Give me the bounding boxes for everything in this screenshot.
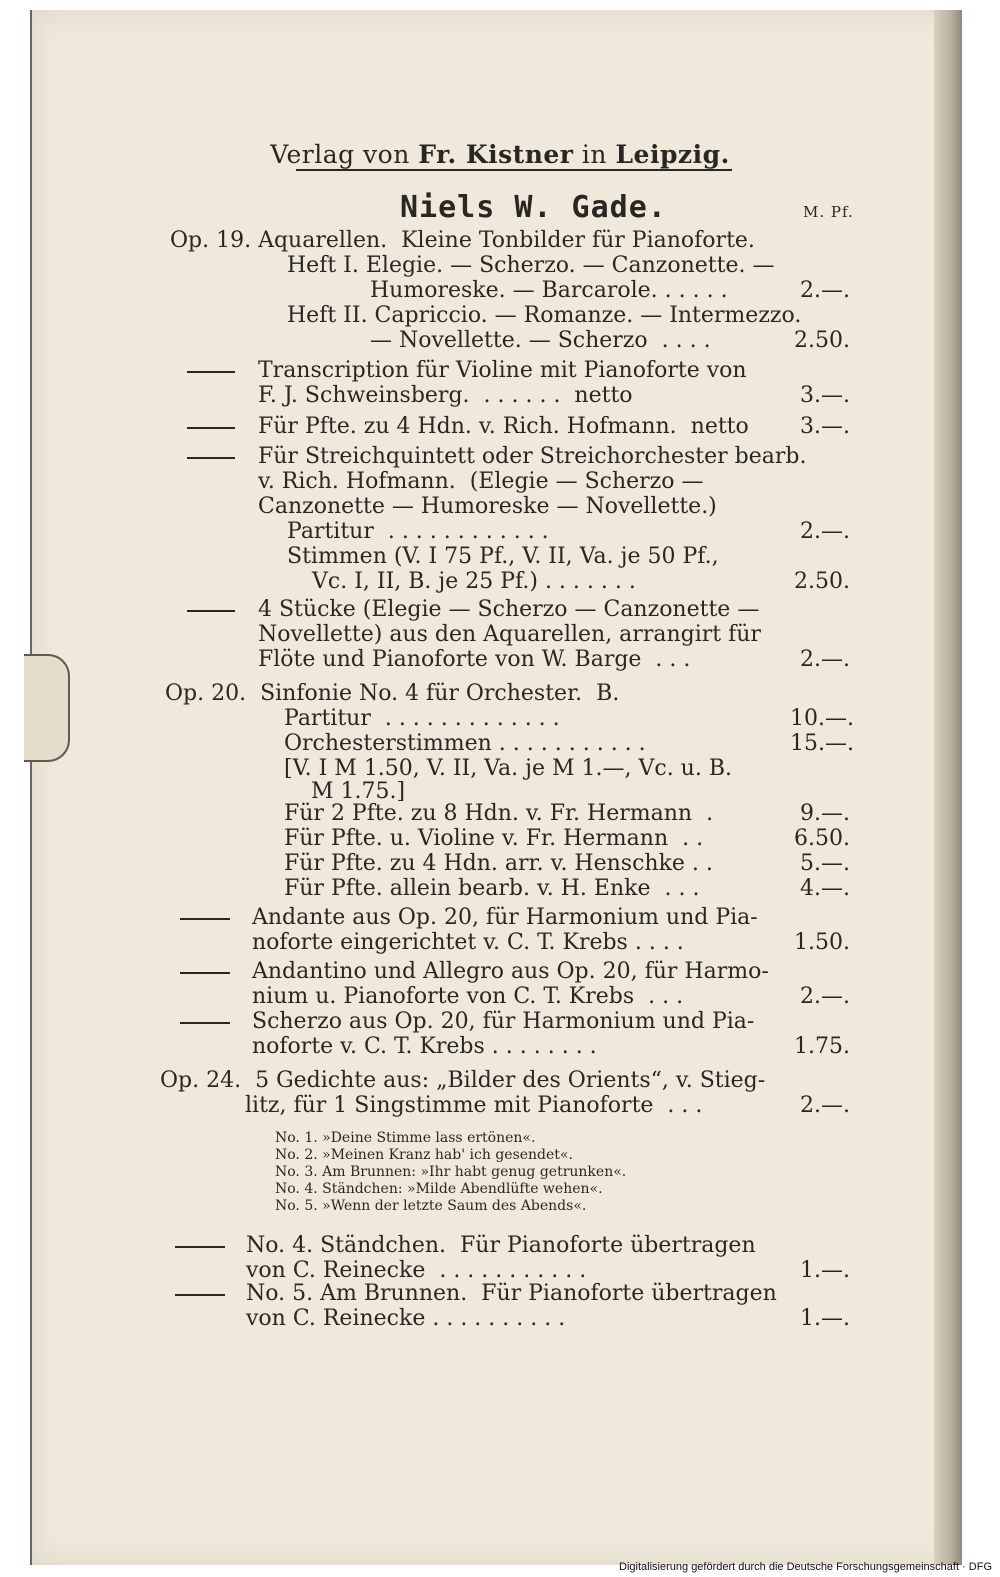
entry-line: Andante aus Op. 20, für Harmonium und Pia- [252, 905, 758, 930]
entry-line: — Novellette. — Scherzo . . . . [370, 328, 711, 353]
price: 2.50. [794, 569, 850, 594]
entry-line: Op. 24. 5 Gedichte aus: „Bilder des Orients“, v. Stieg- [160, 1068, 766, 1093]
entry-line: Scherzo aus Op. 20, für Harmonium und Pia- [252, 1009, 755, 1034]
entry-line: nium u. Pianoforte von C. T. Krebs . . . [252, 984, 684, 1009]
entry-line: Transcription für Violine mit Pianoforte von [258, 358, 747, 383]
price: 3.—. [800, 414, 850, 439]
price: 2.—. [800, 519, 850, 544]
entry-line: Heft II. Capriccio. — Romanze. — Intermezzo. [287, 303, 802, 328]
repeat-dash [187, 610, 235, 612]
entry-line: Für 2 Pfte. zu 8 Hdn. v. Fr. Hermann . [284, 801, 714, 826]
currency-header: M. Pf. [803, 203, 854, 221]
price: 2.—. [800, 1093, 850, 1118]
price: 2.50. [794, 328, 850, 353]
entry-line: Für Pfte. zu 4 Hdn. v. Rich. Hofmann. netto [258, 414, 749, 439]
entry-line: Vc. I, II, B. je 25 Pf.) . . . . . . . [312, 569, 636, 594]
page-edge [934, 10, 962, 1565]
entry-line: [V. I M 1.50, V. II, Va. je M 1.—, Vc. u. B. [284, 756, 732, 781]
song-list-item: No. 3. Am Brunnen: »Ihr habt genug getrunken«. [275, 1164, 627, 1180]
price: 2.—. [800, 984, 850, 1009]
entry-line: litz, für 1 Singstimme mit Pianoforte . . . [245, 1093, 703, 1118]
entry-line: Stimmen (V. I 75 Pf., V. II, Va. je 50 Pf., [287, 544, 719, 569]
entry-line: Partitur . . . . . . . . . . . . [287, 519, 549, 544]
entry-line: F. J. Schweinsberg. . . . . . . netto [258, 383, 633, 408]
price: 9.—. [800, 801, 850, 826]
price: 4.—. [800, 876, 850, 901]
price: 10.—. [790, 706, 854, 731]
song-list-item: No. 5. »Wenn der letzte Saum des Abends«. [275, 1198, 587, 1214]
price: 3.—. [800, 383, 850, 408]
repeat-dash [187, 457, 235, 459]
entry-line: von C. Reinecke . . . . . . . . . . [246, 1306, 566, 1331]
entry-line: No. 4. Ständchen. Für Pianoforte übertragen [246, 1233, 756, 1258]
entry-line: noforte v. C. T. Krebs . . . . . . . . [252, 1034, 597, 1059]
entry-line: Für Pfte. u. Violine v. Fr. Hermann . . [284, 826, 704, 851]
song-list-item: No. 1. »Deine Stimme lass ertönen«. [275, 1130, 536, 1146]
entry-line: Partitur . . . . . . . . . . . . . [284, 706, 560, 731]
entry-line: M 1.75.] [311, 779, 406, 804]
entry-line: v. Rich. Hofmann. (Elegie — Scherzo — [258, 469, 704, 494]
price: 1.—. [800, 1306, 850, 1331]
price: 2.—. [800, 278, 850, 303]
entry-line: Humoreske. — Barcarole. . . . . . [370, 278, 728, 303]
entry-line: Orchesterstimmen . . . . . . . . . . . [284, 731, 646, 756]
price: 6.50. [794, 826, 850, 851]
entry-line: Op. 20. Sinfonie No. 4 für Orchester. B. [165, 681, 620, 706]
repeat-dash [175, 1246, 225, 1248]
repeat-dash [175, 1294, 225, 1296]
entry-line: Heft I. Elegie. — Scherzo. — Canzonette. — [287, 253, 775, 278]
publisher-header: Verlag von Fr. Kistner in Leipzig. [270, 140, 730, 169]
song-list-item: No. 4. Ständchen: »Milde Abendlüfte wehen«. [275, 1181, 603, 1197]
price: 15.—. [790, 731, 854, 756]
entry-line: No. 5. Am Brunnen. Für Pianoforte übertragen [246, 1281, 777, 1306]
price: 1.50. [794, 930, 850, 955]
entry-line: Für Streichquintett oder Streichorchester bearb. [258, 444, 807, 469]
entry-line: Op. 19. Aquarellen. Kleine Tonbilder für Pianoforte. [170, 228, 755, 253]
entry-line: Für Pfte. zu 4 Hdn. arr. v. Henschke . . [284, 851, 713, 876]
entry-line: Für Pfte. allein bearb. v. H. Enke . . . [284, 876, 700, 901]
repeat-dash [187, 427, 235, 429]
entry-line: Novellette) aus den Aquarellen, arrangirt für [258, 622, 761, 647]
repeat-dash [180, 972, 230, 974]
song-list-item: No. 2. »Meinen Kranz hab' ich gesendet«. [275, 1147, 573, 1163]
price: 5.—. [800, 851, 850, 876]
price: 2.—. [800, 647, 850, 672]
repeat-dash [180, 918, 230, 920]
repeat-dash [187, 371, 235, 373]
entry-line: noforte eingerichtet v. C. T. Krebs . . . . [252, 930, 684, 955]
composer-title: Niels W. Gade. [400, 190, 667, 225]
entry-line: Canzonette — Humoreske — Novellette.) [258, 494, 717, 519]
entry-line: 4 Stücke (Elegie — Scherzo — Canzonette — [258, 597, 760, 622]
header-rule [296, 169, 732, 171]
repeat-dash [180, 1022, 230, 1024]
binding-tab [24, 654, 70, 762]
entry-line: Andantino und Allegro aus Op. 20, für Harmo- [252, 959, 769, 984]
entry-line: Flöte und Pianoforte von W. Barge . . . [258, 647, 691, 672]
price: 1.75. [794, 1034, 850, 1059]
digitization-footer: Digitalisierung gefördert durch die Deutsche Forschungsgemeinschaft · DFG [619, 1561, 992, 1573]
price: 1.—. [800, 1258, 850, 1283]
entry-line: von C. Reinecke . . . . . . . . . . . [246, 1258, 587, 1283]
